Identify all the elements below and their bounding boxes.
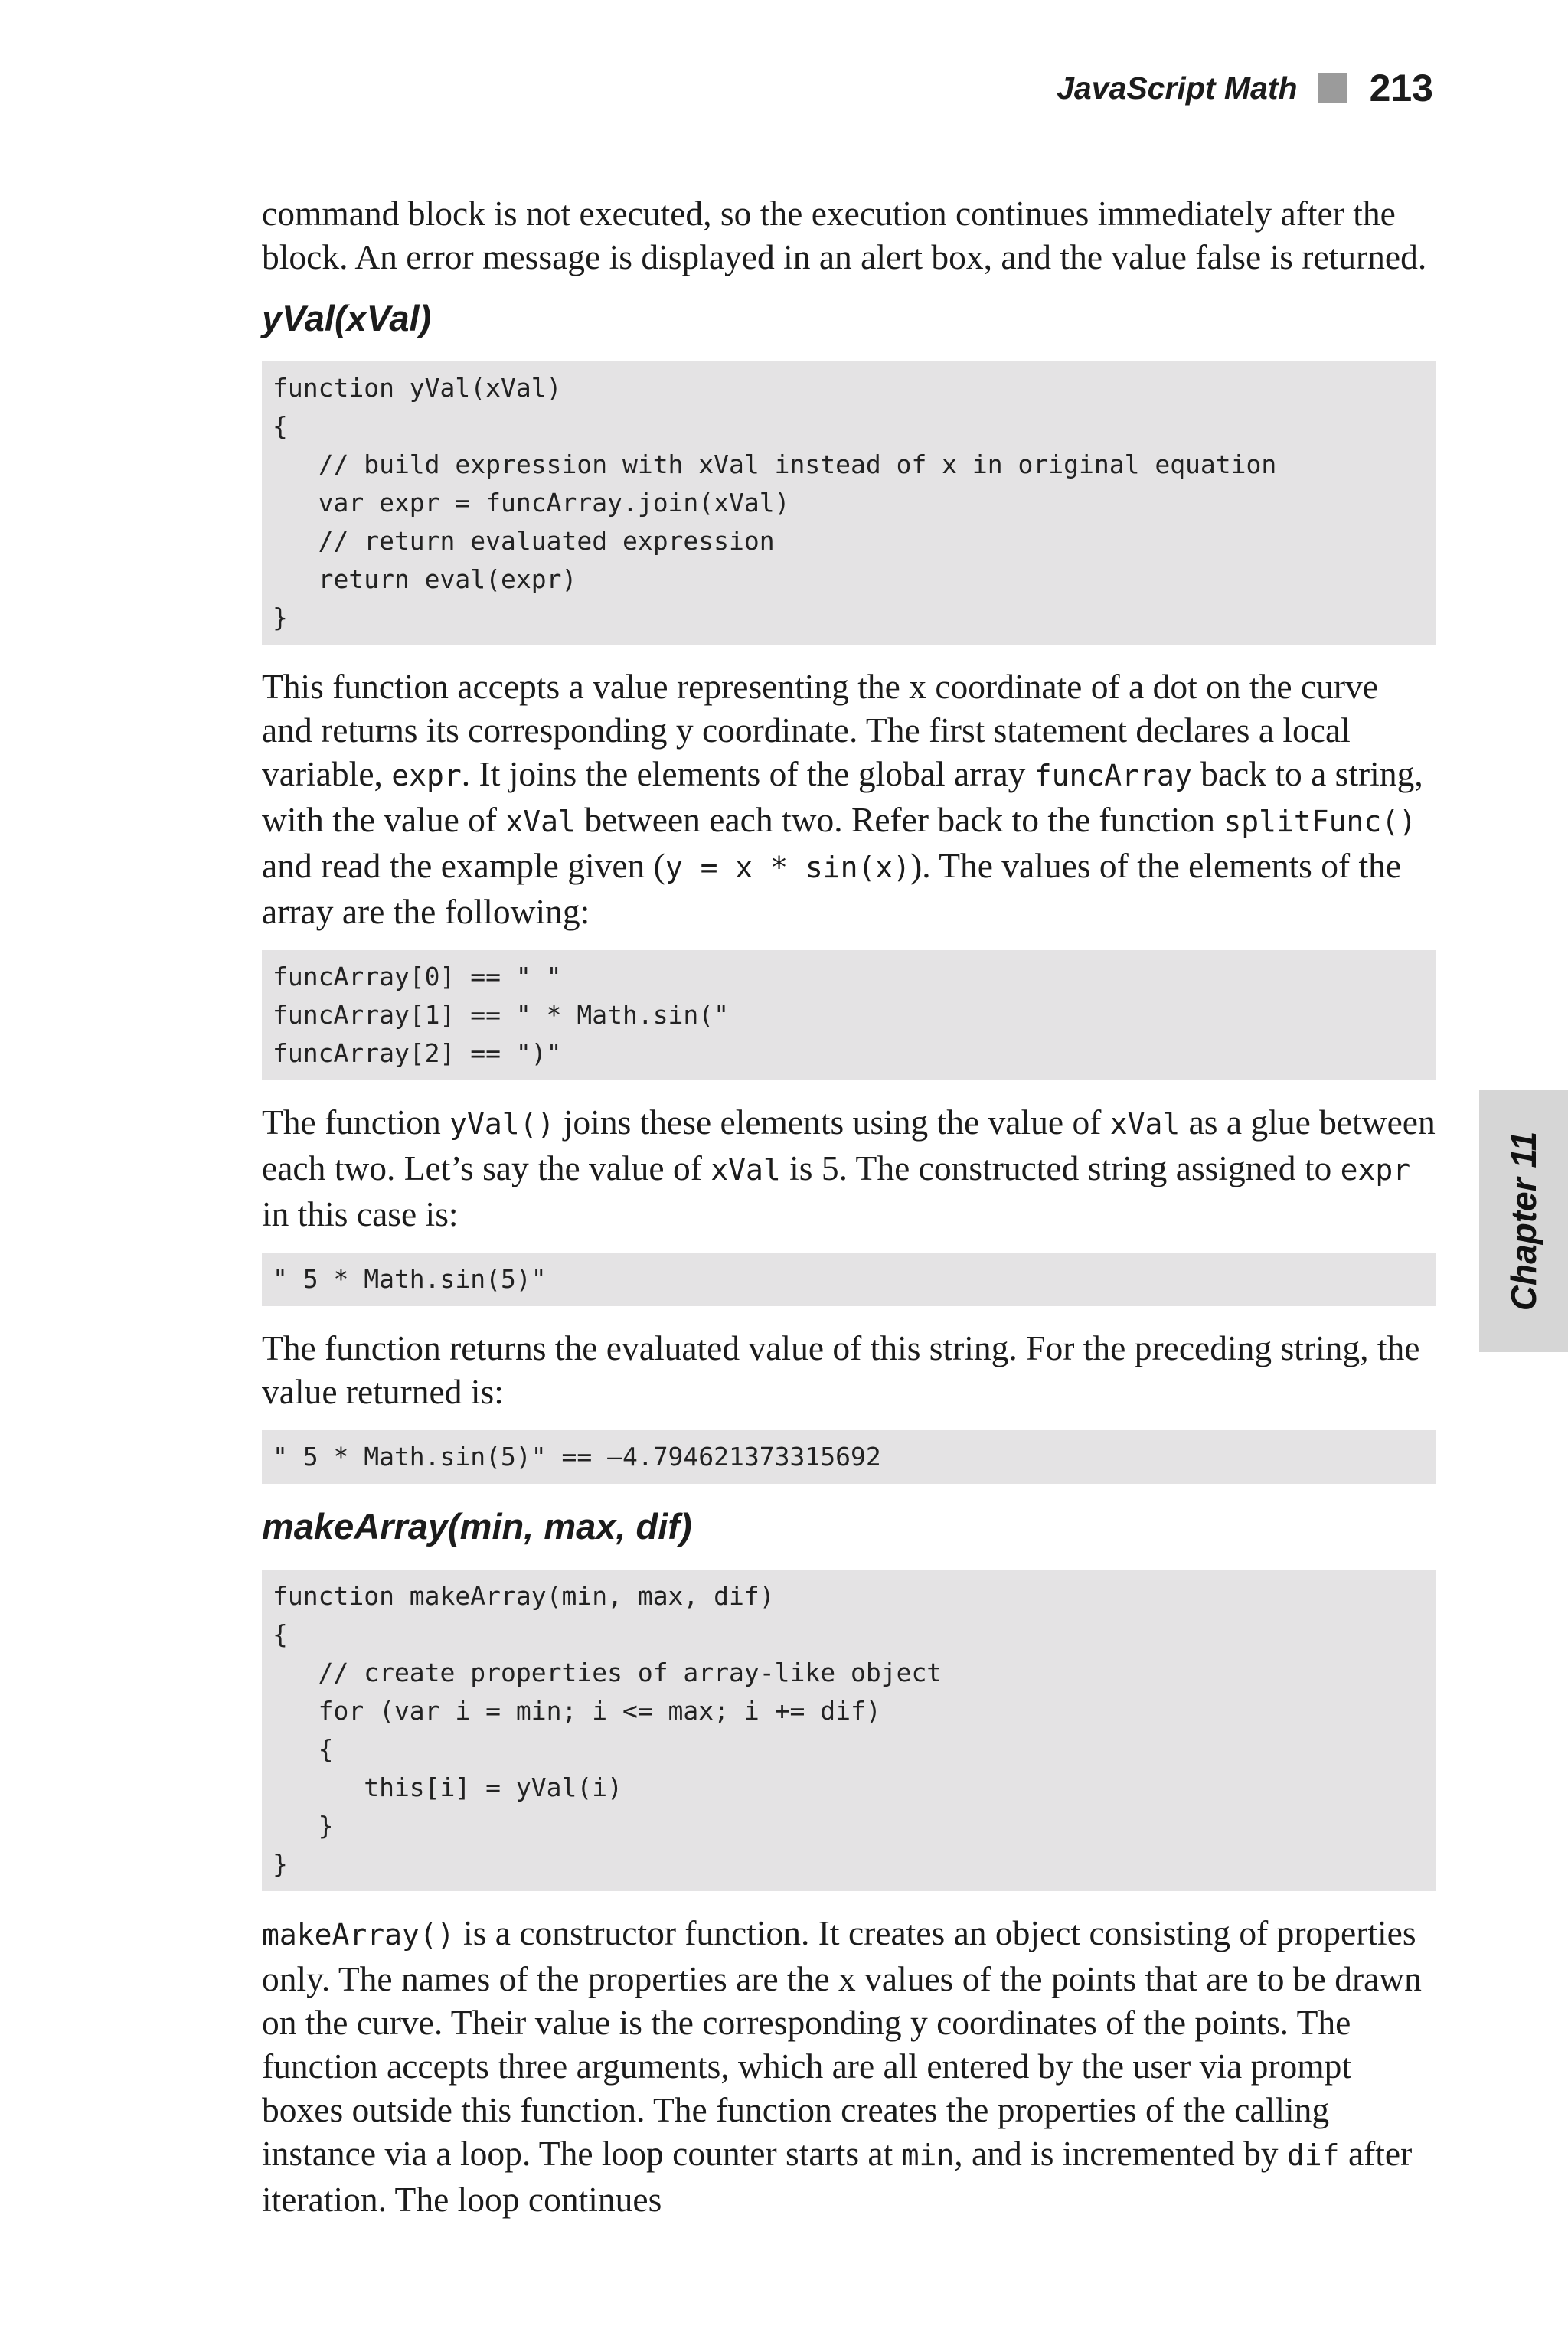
inline-code-xval: xVal [710, 1153, 781, 1187]
inline-code-xval: xVal [1109, 1107, 1181, 1141]
chapter-tab-label: Chapter 11 [1504, 1131, 1544, 1312]
inline-code-makearray: makeArray() [262, 1918, 455, 1952]
paragraph-continuation: command block is not executed, so the execution continues immediately after the block. An error message is displayed in an alert box, and the value false is returned. [262, 194, 1427, 276]
code-block-funcarray: funcArray[0] == " " funcArray[1] == " * Math.sin(" funcArray[2] == ")" [262, 950, 1436, 1080]
inline-code-splitfunc: splitFunc() [1223, 805, 1417, 838]
running-head-title: JavaScript Math [1057, 70, 1298, 106]
code-block-yval: function yVal(xVal) { // build expression with xVal instead of x in original equation var expr = funcArray.join(xVal) // return evaluated expression return eval(expr) } [262, 361, 1436, 645]
paragraph-join-description: The function yVal() joins these elements using the value of xVal as a glue between each two. Let’s say the value of xVal is 5. The constructed string assigned to expr in this case is: [262, 1102, 1436, 1233]
code-block-result: " 5 * Math.sin(5)" == –4.794621373315692 [262, 1430, 1436, 1484]
section-heading-yval: yVal(xVal) [262, 298, 432, 338]
inline-code-expr: expr [391, 759, 462, 792]
section-heading-makearray: makeArray(min, max, dif) [262, 1506, 692, 1547]
inline-code-min: min [901, 2138, 955, 2172]
inline-code-expr: expr [1340, 1153, 1411, 1187]
inline-code-yval: yVal() [449, 1107, 555, 1141]
code-block-expr-string: " 5 * Math.sin(5)" [262, 1253, 1436, 1306]
chapter-thumb-tab [1479, 1090, 1568, 1352]
page-number: 213 [1369, 67, 1433, 109]
code-block-makearray: function makeArray(min, max, dif) { // create properties of array-like object for (var i = min; i <= max; i += dif) { this[i] = yVal(i) } } [262, 1570, 1436, 1891]
inline-code-xval: xVal [505, 805, 576, 838]
running-head [1057, 66, 1433, 110]
inline-code-equation: y = x * sin(x) [665, 851, 911, 884]
paragraph-yval-description: This function accepts a value representing the x coordinate of a dot on the curve and returns its corresponding y coordinate. The first statement declares a local variable, expr. It joins the elements of the global array funcArray back to a string, with the value of xVal between each two. Refer back to the function splitFunc() and read the example given (y = x * sin(x)). The values of the elements of the array are the following: [262, 667, 1423, 931]
inline-code-dif: dif [1286, 2138, 1340, 2172]
page-body [262, 191, 1436, 2238]
running-head-square-icon [1318, 74, 1347, 103]
paragraph-makearray-description: makeArray() is a constructor function. It creates an object consisting of properties only. The names of the properties are the x values of the points that are to be drawn on the curve. Their value is the corresponding y coordinates of the points. The function accepts three arguments, which are all entered by the user via prompt boxes outside this function. The function creates the properties of the calling instance via a loop. The loop counter starts at min, and is incremented by dif after iteration. The loop continues [262, 1913, 1422, 2219]
inline-code-funcarray: funcArray [1034, 759, 1192, 792]
paragraph-return-description: The function returns the evaluated value of this string. For the preceding string, the value returned is: [262, 1328, 1420, 1411]
